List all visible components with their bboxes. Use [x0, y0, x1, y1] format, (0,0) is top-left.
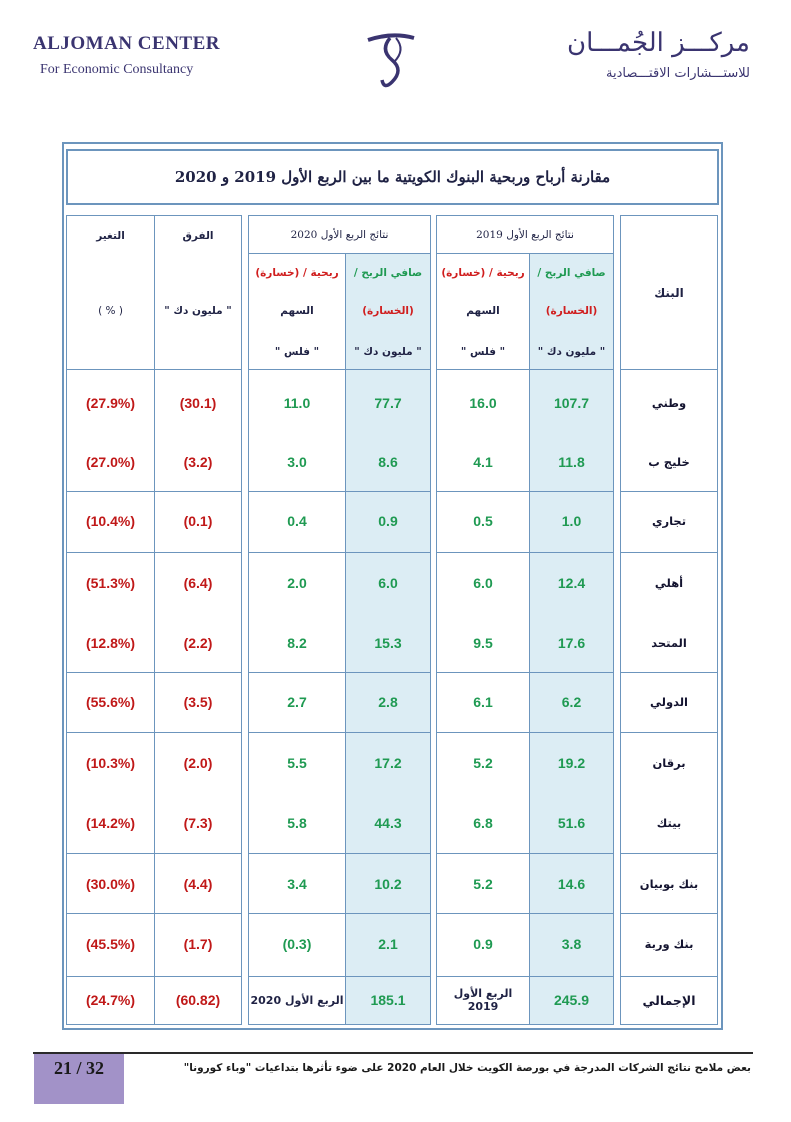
header-bank: البنك — [654, 285, 684, 300]
row-divider — [621, 732, 717, 733]
total-bank-label: الإجمالي — [642, 992, 696, 1008]
row-7-np2019: 19.2 — [557, 755, 586, 771]
row-9-np2020: 10.2 — [374, 876, 402, 892]
row-8-np2020: 44.3 — [374, 815, 402, 831]
header-np2020-l3: " مليون دك " — [354, 346, 422, 358]
row-4-eps2020: 2.0 — [287, 575, 307, 591]
row-3-eps2019: 0.5 — [473, 513, 493, 529]
divider — [249, 253, 430, 254]
header-eps2019-l2: السهم — [466, 305, 500, 317]
header-np2019-l2: (الخسارة) — [545, 305, 598, 317]
header-change-l2: ( % ) — [98, 305, 123, 317]
row-9-eps2020: 3.4 — [287, 876, 307, 892]
row-divider — [249, 552, 430, 553]
header-eps2020-l1: ربحية / (خسارة) — [255, 267, 339, 279]
row-2-eps2019: 4.1 — [473, 454, 493, 470]
row-3-change: (10.4%) — [85, 513, 136, 529]
row-9-np2019: 14.6 — [557, 876, 586, 892]
row-8-bank: بيتك — [656, 816, 682, 830]
row-9-change: (30.0%) — [85, 876, 136, 892]
header-change-l1: التغير — [96, 230, 125, 242]
row-2-bank: خليج ب — [648, 455, 690, 469]
row-divider — [437, 491, 613, 492]
row-7-eps2019: 5.2 — [473, 755, 493, 771]
row-divider — [621, 369, 717, 370]
row-10-bank: بنك وربة — [644, 937, 694, 951]
row-6-diff: (3.5) — [183, 694, 213, 710]
row-8-change: (14.2%) — [85, 815, 136, 831]
row-10-np2019: 3.8 — [561, 936, 582, 952]
row-2-eps2020: 3.0 — [287, 454, 307, 470]
brand-subtitle-en: For Economic Consultancy — [40, 62, 194, 77]
row-divider — [621, 913, 717, 914]
footer-divider — [33, 1052, 753, 1054]
row-6-np2020: 2.8 — [378, 694, 398, 710]
page-number: 21 / 32 — [53, 1058, 104, 1078]
row-10-diff: (1.7) — [183, 936, 213, 952]
row-3-bank: تجاري — [651, 514, 687, 528]
row-divider — [249, 369, 430, 370]
row-6-np2019: 6.2 — [561, 694, 582, 710]
row-5-bank: المتحد — [651, 636, 687, 650]
table-title-box — [66, 149, 719, 205]
row-4-np2020: 6.0 — [378, 575, 398, 591]
row-divider — [249, 913, 430, 914]
row-1-eps2019: 16.0 — [469, 395, 497, 411]
row-9-diff: (4.4) — [183, 876, 213, 892]
row-3-np2020: 0.9 — [378, 513, 398, 529]
row-divider — [249, 672, 430, 673]
row-divider — [621, 853, 717, 854]
row-4-change: (51.3%) — [85, 575, 136, 591]
row-divider — [437, 672, 613, 673]
header-np2020-l2: (الخسارة) — [362, 305, 414, 317]
header-diff-l1: الفرق — [182, 230, 214, 242]
header-diff-l2: " مليون دك " — [164, 305, 232, 317]
total-label-2020: الربع الأول 2020 — [250, 993, 344, 1007]
row-9-bank: بنك بوبيان — [639, 877, 699, 891]
row-divider — [249, 732, 430, 733]
row-3-diff: (0.1) — [183, 513, 213, 529]
row-1-np2019: 107.7 — [553, 395, 590, 411]
row-8-eps2019: 6.8 — [473, 815, 493, 831]
row-10-eps2020: (0.3) — [282, 936, 312, 952]
row-2-np2020: 8.6 — [378, 454, 398, 470]
header-q1-2020: نتائج الربع الأول 2020 — [290, 229, 389, 241]
divider — [437, 253, 613, 254]
row-1-eps2020: 11.0 — [283, 395, 311, 411]
row-divider — [621, 552, 717, 553]
row-4-np2019: 12.4 — [557, 575, 586, 591]
row-6-bank: الدولي — [650, 695, 689, 709]
row-3-np2019: 1.0 — [561, 513, 582, 529]
header-np2019-l3: " مليون دك " — [537, 346, 606, 358]
row-5-np2020: 15.3 — [374, 635, 402, 651]
row-divider — [249, 853, 430, 854]
row-8-eps2020: 5.8 — [287, 815, 307, 831]
row-divider — [437, 552, 613, 553]
row-5-change: (12.8%) — [85, 635, 136, 651]
row-divider — [621, 491, 717, 492]
row-4-eps2019: 6.0 — [473, 575, 493, 591]
header-np2020-l1: صافي الربح / — [353, 267, 423, 279]
row-10-np2020: 2.1 — [378, 936, 398, 952]
row-divider — [437, 369, 613, 370]
header-np2019-l1: صافي الربح / — [537, 267, 606, 279]
row-6-change: (55.6%) — [85, 694, 136, 710]
row-2-change: (27.0%) — [85, 454, 136, 470]
row-5-eps2019: 9.5 — [473, 635, 493, 651]
header-eps2020-l3: " فلس " — [274, 346, 320, 358]
header-q1-2019: نتائج الربع الأول 2019 — [476, 229, 574, 241]
total-np2020: 185.1 — [370, 992, 406, 1008]
row-5-eps2020: 8.2 — [287, 635, 307, 651]
row-divider — [437, 732, 613, 733]
row-4-bank: أهلي — [654, 576, 684, 590]
row-3-eps2020: 0.4 — [287, 513, 307, 529]
row-7-diff: (2.0) — [183, 755, 213, 771]
row-7-bank: برقان — [652, 756, 686, 770]
row-7-change: (10.3%) — [85, 755, 136, 771]
row-10-eps2019: 0.9 — [473, 936, 493, 952]
brand-subtitle-ar: للاستـــشارات الاقتـــصادية — [606, 66, 750, 81]
row-5-diff: (2.2) — [183, 635, 213, 651]
row-4-diff: (6.4) — [183, 575, 213, 591]
row-8-np2019: 51.6 — [557, 815, 586, 831]
total-label-2019: الربع الأول 2019 — [453, 987, 513, 1013]
table-title: مقارنة أرباح وربحية البنوك الكويتية ما بين الربع الأول 2019 و 2020 — [174, 168, 611, 186]
row-1-change: (27.9%) — [85, 395, 136, 411]
row-9-eps2019: 5.2 — [473, 876, 493, 892]
header-eps2019-l3: " فلس " — [460, 346, 506, 358]
row-divider — [437, 853, 613, 854]
header-eps2020-l2: السهم — [280, 305, 314, 317]
total-diff: (60.82) — [175, 992, 221, 1008]
total-np2019: 245.9 — [553, 992, 590, 1008]
row-7-np2020: 17.2 — [374, 755, 402, 771]
row-10-change: (45.5%) — [85, 936, 136, 952]
row-divider — [437, 913, 613, 914]
row-6-eps2020: 2.7 — [287, 694, 307, 710]
divider — [154, 216, 155, 1024]
brand-name-en: ALJOMAN CENTER — [33, 33, 220, 54]
row-8-diff: (7.3) — [183, 815, 213, 831]
footer-caption: بعض ملامح نتائج الشركات المدرجة في بورصة الكويت خلال العام 2020 على ضوء تأثرها بتداعيات "وباء كورونا" — [183, 1062, 751, 1074]
row-divider — [621, 672, 717, 673]
row-1-np2020: 77.7 — [374, 395, 402, 411]
row-1-diff: (30.1) — [179, 395, 217, 411]
row-1-bank: وطني — [651, 396, 687, 410]
row-6-eps2019: 6.1 — [473, 694, 493, 710]
aljoman-logo-icon — [362, 30, 422, 92]
brand-name-ar: مركـــز الجُمـــان — [567, 28, 750, 58]
row-divider — [249, 491, 430, 492]
row-7-eps2020: 5.5 — [287, 755, 307, 771]
total-change: (24.7%) — [85, 992, 136, 1008]
row-2-diff: (3.2) — [183, 454, 213, 470]
row-5-np2019: 17.6 — [557, 635, 586, 651]
header-eps2019-l1: ربحية / (خسارة) — [441, 267, 525, 279]
row-2-np2019: 11.8 — [558, 454, 585, 470]
